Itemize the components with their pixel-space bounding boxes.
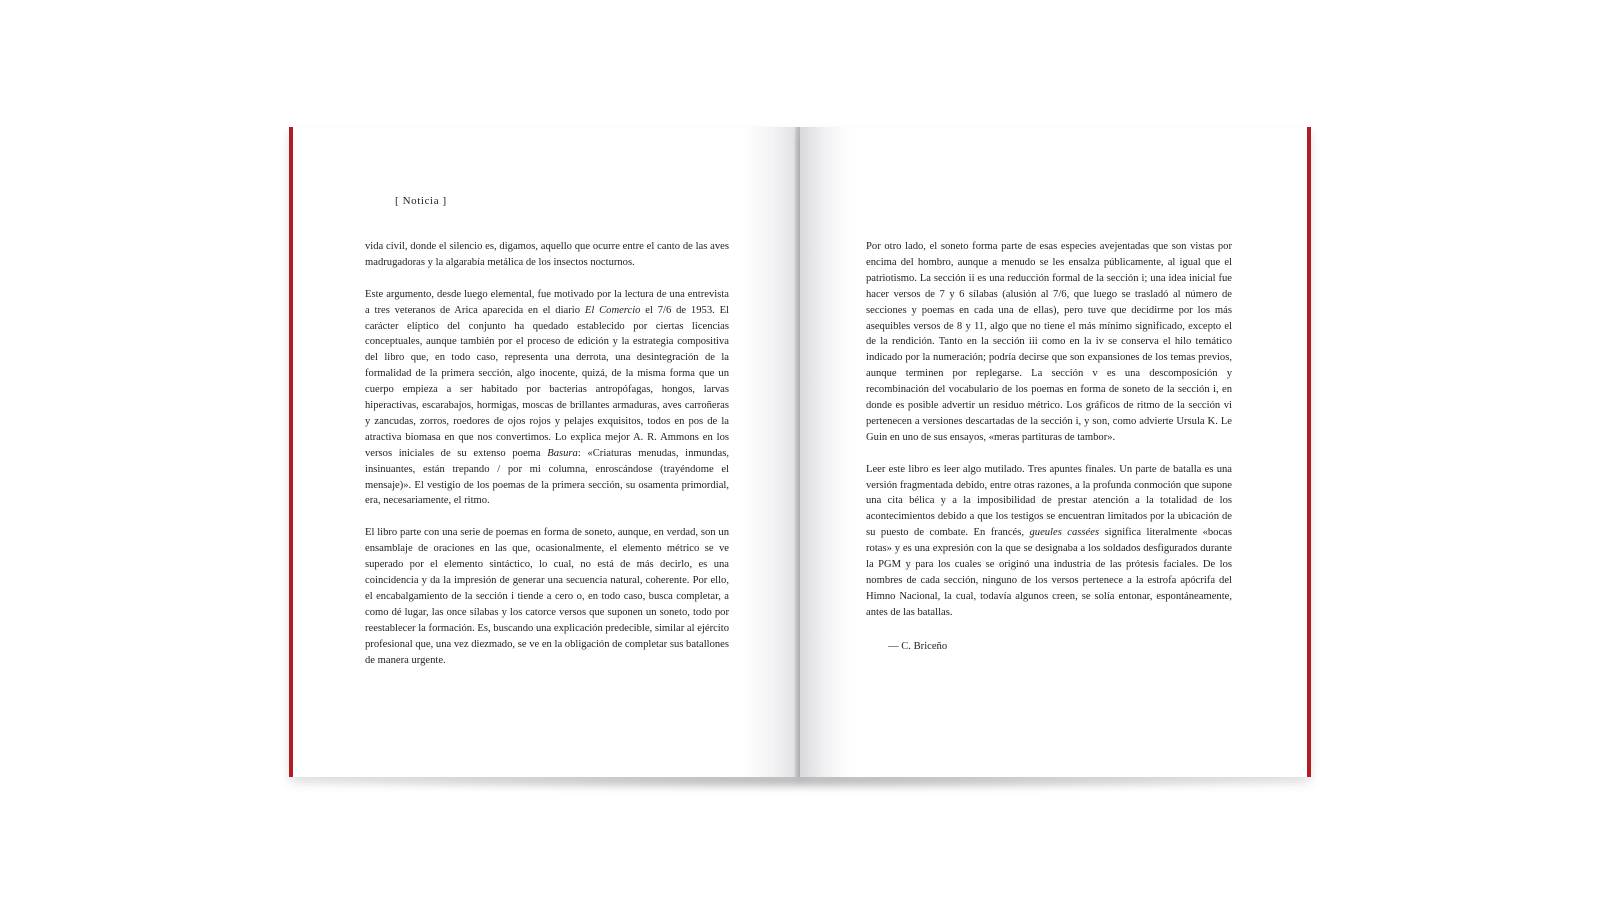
paragraph: vida civil, donde el silencio es, digamos, aquello que ocurre entre el canto de las aves madrugadoras y la algarabía metálica de los insectos nocturnos. — [365, 241, 729, 268]
paragraph: El libro parte con una serie de poemas en forma de soneto, aunque, en verdad, son un ensamblaje de oraciones en las que, ocasionalmente, el elemento métrico se ve superado por el elemento sintáctico, lo cual, no está de más decirlo, es una coincidencia y da la impresión de generar una secuencia natural, coherente. Por ello, el encabalgamiento de la sección i tiende a cero o, en todo caso, busca completar, a como dé lugar, las once sílabas y los catorce versos que suponen un soneto, todo por reestablecer la formación. Es, buscando una explicación predecible, similar al ejército profesional que, una vez diezmado, se ve en la obligación de completar sus batallones de manera urgente. — [365, 527, 729, 666]
paragraph: Este argumento, desde luego elemental, fue motivado por la lectura de una entrevista a tres veteranos de Arica aparecida en el diario El Comercio el 7/6 de 1953. El carácter elíptico del conjunto ha quedado establecido por ciertas licencias conceptuales, aunque también por el proceso de edición y la estrategia compositiva del libro que, en todo caso, representa una derrota, una desintegración de la formalidad de la primera sección, algo inocente, quizá, de la misma forma que un cuerpo empieza a ser habitado por bacterias antropófagas, hongos, larvas hiperactivas, escarabajos, hormigas, moscas de brillantes armaduras, aves carroñeras y zancudas, zorros, roedores de ojos rojos y pelajes exquisitos, todos en pos de la atractiva biomasa en que nos convertimos. Lo explica mejor A. R. Ammons en los versos iniciales de su extenso poema Basura: «Criaturas menudas, inmundas, insinuantes, están trepando / por mi columna, enroscándose (trayéndome el mensaje)». El vestigio de los poemas de la primera sección, su osamenta primordial, era, necesariamente, el ritmo. — [365, 288, 729, 507]
right-page-text — [866, 239, 1232, 637]
paragraph: Por otro lado, el soneto forma parte de esas especies avejentadas que son vistas por encima del hombro, aunque a menudo se les ensalza públicamente, al igual que el patriotismo. La sección ii es una reducción formal de la sección i; una idea inicial fue hacer versos de 7 y 6 sílabas (alusión al 7/6, que luego se trasladó al número de secciones y poemas en cada una de ellas), pero tuve que decidirme por los más asequibles versos de 8 y 11, algo que no tiene el más mínimo significado, excepto el de la rendición. Tanto en la sección iii como en la iv se conserva el hilo temático indicado por la numeración; podría decirse que son expansiones de los temas previos, aunque terminen por replegarse. La sección v es una descomposición y recombinación del vocabulario de los poemas en forma de soneto de la sección i, en donde es posible advertir un residuo métrico. Los gráficos de ritmo de la sección vi pertenecen a versiones descartadas de la sección i, y son, como advierte Ursula K. Le Guin en uno de sus ensayos, «meras partituras de tambor». — [866, 241, 1232, 443]
author-signature: — C. Briceño — [888, 641, 948, 652]
foreign-term: gueules cassées — [1029, 527, 1100, 539]
newspaper-title: El Comercio — [584, 304, 641, 316]
poem-title: Basura — [547, 447, 578, 459]
paragraph: Leer este libro es leer algo mutilado. Tres apuntes finales. Un parte de batalla es una versión fragmentada debido, entre otras razones, a la profunda conmoción que supone una cita bélica y a la imposibilidad de prestar atención a la totalidad de los acontecimientos debido a que los testigos se encuentran limitados por la ubicación de su puesto de combate. En francés, gueules cassées significa literalmente «bocas rotas» y es una expresión con la que se designaba a los soldados desfigurados durante la PGM y para los cuales se originó una industria de las prótesis faciales. De los nombres de cada sección, ninguno de los versos pertenece a la estrofa apócrifa del Himno Nacional, la cual, todavía algunos creen, se solía entonar, espontáneamente, antes de las batallas. — [866, 463, 1232, 618]
running-head: [ Noticia ] — [395, 195, 447, 207]
left-page — [289, 127, 803, 777]
right-page — [800, 127, 1311, 777]
left-page-text — [365, 239, 729, 684]
open-book — [289, 127, 1311, 777]
